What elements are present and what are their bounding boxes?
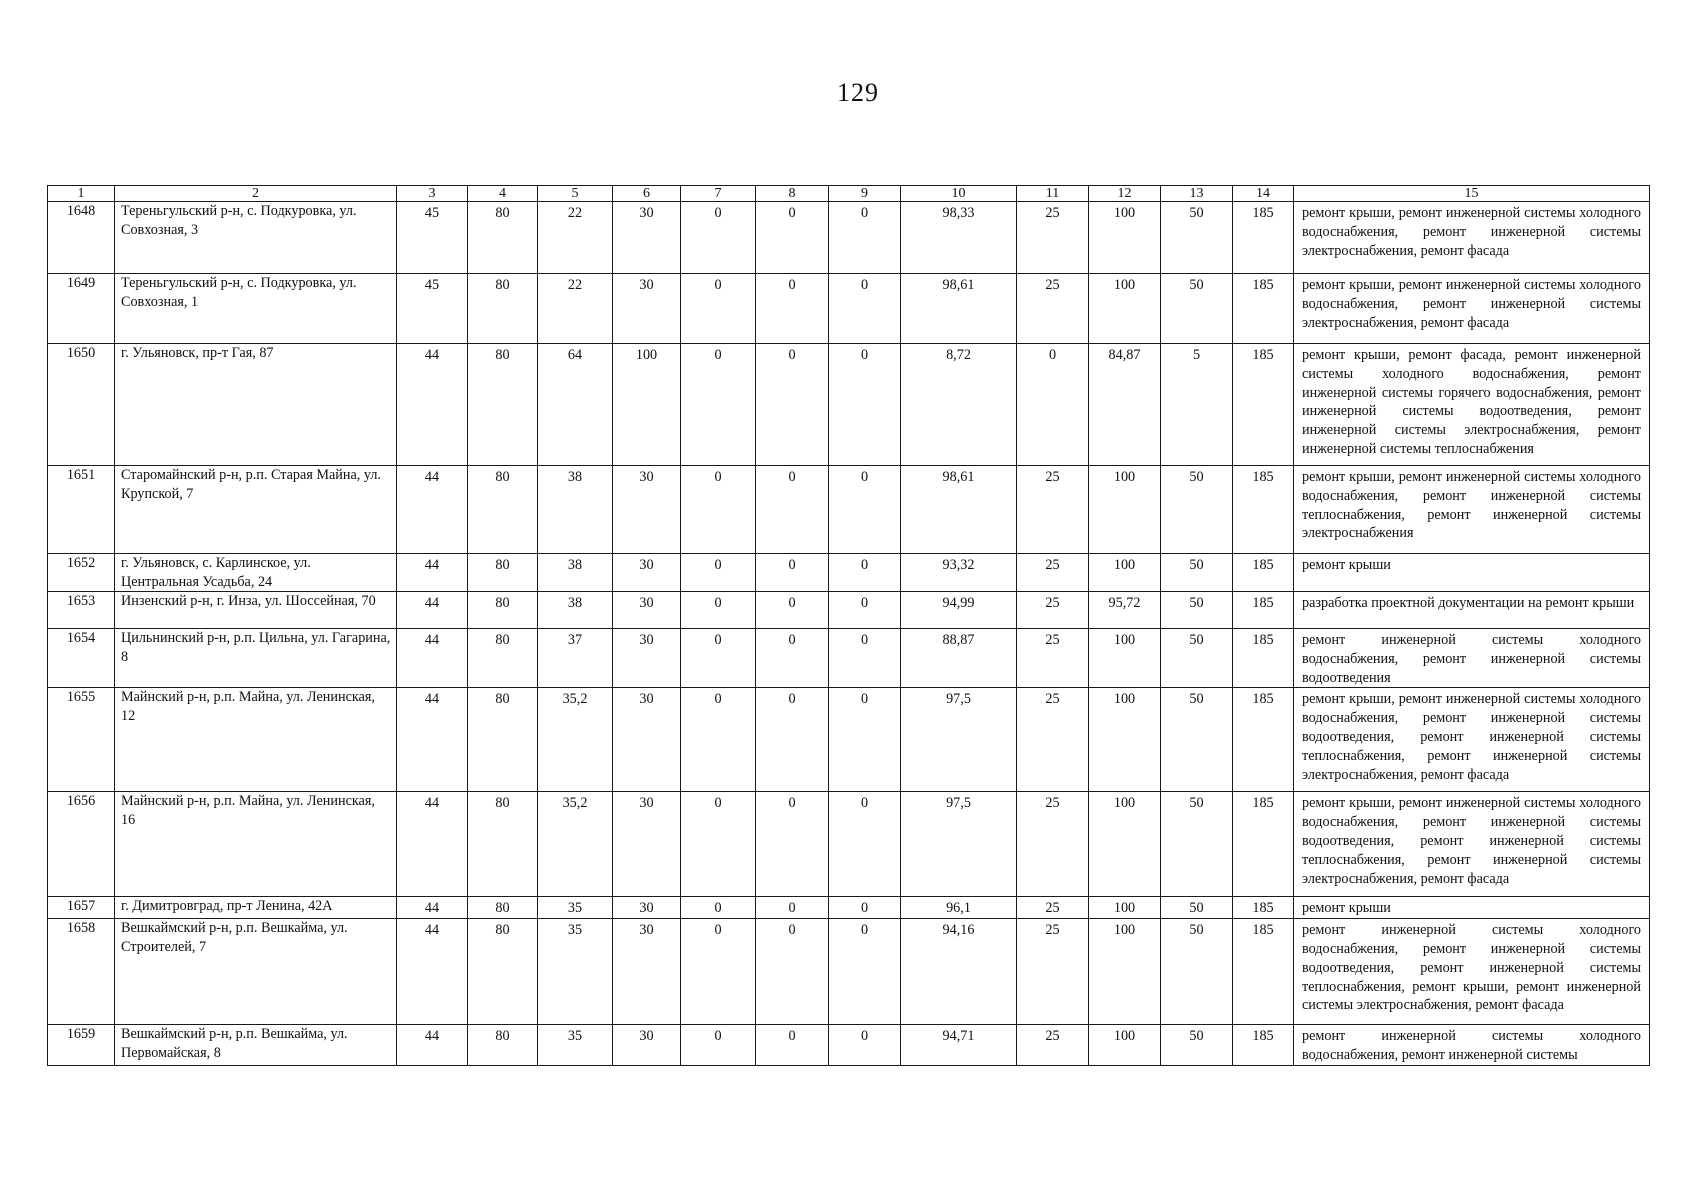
col-8-value: 0 [756,554,829,592]
address: Старомайнский р-н, р.п. Старая Майна, ул. Крупской, 7 [115,466,397,554]
col-10-value: 94,99 [901,592,1017,629]
col-3-value: 44 [397,592,468,629]
col-13-value: 50 [1161,274,1233,344]
col-13-value: 50 [1161,592,1233,629]
row-number: 1659 [48,1025,115,1066]
column-number: 3 [397,186,468,202]
column-number: 7 [681,186,756,202]
col-10-value: 94,71 [901,1025,1017,1066]
col-5-value: 22 [538,274,613,344]
col-9-value: 0 [829,554,901,592]
table-body [48,186,1650,1066]
col-11-value: 25 [1017,919,1089,1025]
works-description: ремонт крыши, ремонт инженерной системы холодного водоснабжения, ремонт инженерной системы водоотведения, ремонт инженерной системы теплоснабжения, ремонт инженерной системы электроснабжения, ремонт фасада [1294,688,1650,792]
col-13-value: 50 [1161,554,1233,592]
col-3-value: 45 [397,274,468,344]
column-number-row [48,186,1650,202]
col-9-value: 0 [829,1025,901,1066]
col-6-value: 30 [613,592,681,629]
row-number: 1652 [48,554,115,592]
column-number: 1 [48,186,115,202]
col-12-value: 100 [1089,466,1161,554]
col-14-value: 185 [1233,688,1294,792]
col-6-value: 30 [613,554,681,592]
col-14-value: 185 [1233,202,1294,274]
col-9-value: 0 [829,274,901,344]
col-3-value: 44 [397,792,468,897]
col-12-value: 100 [1089,792,1161,897]
col-6-value: 100 [613,344,681,466]
col-8-value: 0 [756,592,829,629]
works-description: ремонт крыши, ремонт фасада, ремонт инженерной системы холодного водоснабжения, ремонт инженерной системы горячего водоснабжения, ремонт инженерной системы водоотведения, ремонт инженерной системы электроснабжения, ремонт инженерной системы теплоснабжения [1294,344,1650,466]
col-13-value: 50 [1161,466,1233,554]
col-14-value: 185 [1233,344,1294,466]
works-description: ремонт инженерной системы холодного водоснабжения, ремонт инженерной системы [1294,1025,1650,1066]
col-14-value: 185 [1233,897,1294,919]
address: Тереньгульский р-н, с. Подкуровка, ул. Совхозная, 1 [115,274,397,344]
col-3-value: 44 [397,629,468,688]
col-13-value: 50 [1161,202,1233,274]
col-7-value: 0 [681,897,756,919]
col-7-value: 0 [681,592,756,629]
col-4-value: 80 [468,554,538,592]
table-row [48,688,1650,792]
table-row [48,629,1650,688]
col-10-value: 98,33 [901,202,1017,274]
col-4-value: 80 [468,202,538,274]
column-number: 9 [829,186,901,202]
column-number: 5 [538,186,613,202]
row-number: 1656 [48,792,115,897]
address: г. Димитровград, пр-т Ленина, 42А [115,897,397,919]
col-4-value: 80 [468,629,538,688]
col-9-value: 0 [829,466,901,554]
col-3-value: 44 [397,688,468,792]
column-number: 4 [468,186,538,202]
col-9-value: 0 [829,592,901,629]
col-10-value: 94,16 [901,919,1017,1025]
address: Тереньгульский р-н, с. Подкуровка, ул. Совхозная, 3 [115,202,397,274]
row-number: 1650 [48,344,115,466]
row-number: 1654 [48,629,115,688]
col-12-value: 95,72 [1089,592,1161,629]
col-6-value: 30 [613,202,681,274]
row-number: 1657 [48,897,115,919]
col-4-value: 80 [468,274,538,344]
col-7-value: 0 [681,202,756,274]
col-6-value: 30 [613,466,681,554]
col-7-value: 0 [681,344,756,466]
address: г. Ульяновск, пр-т Гая, 87 [115,344,397,466]
works-description: разработка проектной документации на ремонт крыши [1294,592,1650,629]
col-12-value: 100 [1089,274,1161,344]
column-number: 10 [901,186,1017,202]
col-8-value: 0 [756,919,829,1025]
works-description: ремонт крыши, ремонт инженерной системы холодного водоснабжения, ремонт инженерной системы теплоснабжения, ремонт инженерной системы электроснабжения [1294,466,1650,554]
col-13-value: 50 [1161,688,1233,792]
col-3-value: 45 [397,202,468,274]
col-8-value: 0 [756,344,829,466]
repair-program-table [47,185,1650,1066]
table-row [48,592,1650,629]
address: Вешкаймский р-н, р.п. Вешкайма, ул. Строителей, 7 [115,919,397,1025]
col-6-value: 30 [613,629,681,688]
col-8-value: 0 [756,274,829,344]
col-6-value: 30 [613,688,681,792]
col-4-value: 80 [468,919,538,1025]
col-6-value: 30 [613,274,681,344]
col-8-value: 0 [756,897,829,919]
col-11-value: 25 [1017,688,1089,792]
col-6-value: 30 [613,1025,681,1066]
col-4-value: 80 [468,1025,538,1066]
col-11-value: 25 [1017,466,1089,554]
col-8-value: 0 [756,629,829,688]
col-5-value: 35 [538,897,613,919]
table-row [48,919,1650,1025]
col-6-value: 30 [613,919,681,1025]
col-11-value: 25 [1017,792,1089,897]
col-6-value: 30 [613,792,681,897]
row-number: 1653 [48,592,115,629]
col-9-value: 0 [829,897,901,919]
col-11-value: 25 [1017,554,1089,592]
page-number: 129 [837,78,879,107]
col-9-value: 0 [829,919,901,1025]
col-11-value: 25 [1017,629,1089,688]
col-14-value: 185 [1233,592,1294,629]
address: Инзенский р-н, г. Инза, ул. Шоссейная, 70 [115,592,397,629]
col-3-value: 44 [397,919,468,1025]
col-5-value: 22 [538,202,613,274]
table-row [48,792,1650,897]
col-12-value: 84,87 [1089,344,1161,466]
table-row [48,202,1650,274]
column-number: 2 [115,186,397,202]
col-11-value: 25 [1017,1025,1089,1066]
col-14-value: 185 [1233,554,1294,592]
col-13-value: 50 [1161,629,1233,688]
works-description: ремонт крыши, ремонт инженерной системы холодного водоснабжения, ремонт инженерной системы водоотведения, ремонт инженерной системы теплоснабжения, ремонт инженерной системы электроснабжения, ремонт фасада [1294,792,1650,897]
column-number: 14 [1233,186,1294,202]
col-13-value: 50 [1161,1025,1233,1066]
col-14-value: 185 [1233,792,1294,897]
col-9-value: 0 [829,688,901,792]
row-number: 1655 [48,688,115,792]
col-5-value: 35,2 [538,688,613,792]
col-13-value: 50 [1161,792,1233,897]
col-4-value: 80 [468,466,538,554]
column-number: 15 [1294,186,1650,202]
col-14-value: 185 [1233,466,1294,554]
col-11-value: 25 [1017,592,1089,629]
works-description: ремонт крыши, ремонт инженерной системы холодного водоснабжения, ремонт инженерной системы электроснабжения, ремонт фасада [1294,274,1650,344]
works-description: ремонт крыши, ремонт инженерной системы холодного водоснабжения, ремонт инженерной системы электроснабжения, ремонт фасада [1294,202,1650,274]
col-14-value: 185 [1233,274,1294,344]
column-number: 8 [756,186,829,202]
col-3-value: 44 [397,344,468,466]
col-6-value: 30 [613,897,681,919]
col-4-value: 80 [468,688,538,792]
works-description: ремонт крыши [1294,554,1650,592]
col-5-value: 38 [538,554,613,592]
col-7-value: 0 [681,688,756,792]
address: Майнский р-н, р.п. Майна, ул. Ленинская, 16 [115,792,397,897]
col-10-value: 93,32 [901,554,1017,592]
col-5-value: 35,2 [538,792,613,897]
col-3-value: 44 [397,466,468,554]
col-13-value: 50 [1161,919,1233,1025]
table-row [48,897,1650,919]
row-number: 1649 [48,274,115,344]
col-4-value: 80 [468,592,538,629]
col-10-value: 8,72 [901,344,1017,466]
col-12-value: 100 [1089,202,1161,274]
col-12-value: 100 [1089,554,1161,592]
col-8-value: 0 [756,1025,829,1066]
col-10-value: 98,61 [901,466,1017,554]
col-7-value: 0 [681,919,756,1025]
col-8-value: 0 [756,792,829,897]
col-14-value: 185 [1233,919,1294,1025]
address: Вешкаймский р-н, р.п. Вешкайма, ул. Первомайская, 8 [115,1025,397,1066]
col-9-value: 0 [829,344,901,466]
column-number: 6 [613,186,681,202]
column-number: 13 [1161,186,1233,202]
col-7-value: 0 [681,274,756,344]
row-number: 1658 [48,919,115,1025]
col-3-value: 44 [397,554,468,592]
col-13-value: 50 [1161,897,1233,919]
works-description: ремонт инженерной системы холодного водоснабжения, ремонт инженерной системы водоотведения [1294,629,1650,688]
col-10-value: 96,1 [901,897,1017,919]
col-7-value: 0 [681,466,756,554]
col-7-value: 0 [681,629,756,688]
col-5-value: 38 [538,466,613,554]
works-description: ремонт инженерной системы холодного водоснабжения, ремонт инженерной системы водоотведения, ремонт инженерной системы теплоснабжения, ремонт крыши, ремонт инженерной системы электроснабжения, ремонт фасада [1294,919,1650,1025]
col-10-value: 88,87 [901,629,1017,688]
col-14-value: 185 [1233,1025,1294,1066]
row-number: 1651 [48,466,115,554]
col-7-value: 0 [681,554,756,592]
col-7-value: 0 [681,1025,756,1066]
row-number: 1648 [48,202,115,274]
col-5-value: 64 [538,344,613,466]
col-12-value: 100 [1089,629,1161,688]
col-5-value: 37 [538,629,613,688]
table-row [48,344,1650,466]
col-12-value: 100 [1089,919,1161,1025]
col-10-value: 97,5 [901,688,1017,792]
col-4-value: 80 [468,792,538,897]
col-11-value: 25 [1017,274,1089,344]
col-8-value: 0 [756,688,829,792]
col-9-value: 0 [829,792,901,897]
column-number: 11 [1017,186,1089,202]
table-row [48,274,1650,344]
col-11-value: 25 [1017,202,1089,274]
col-3-value: 44 [397,897,468,919]
col-9-value: 0 [829,629,901,688]
col-3-value: 44 [397,1025,468,1066]
col-10-value: 97,5 [901,792,1017,897]
address: Цильнинский р-н, р.п. Цильна, ул. Гагарина, 8 [115,629,397,688]
col-7-value: 0 [681,792,756,897]
col-4-value: 80 [468,344,538,466]
col-4-value: 80 [468,897,538,919]
col-9-value: 0 [829,202,901,274]
col-14-value: 185 [1233,629,1294,688]
col-11-value: 0 [1017,344,1089,466]
col-5-value: 35 [538,1025,613,1066]
col-10-value: 98,61 [901,274,1017,344]
col-8-value: 0 [756,466,829,554]
works-description: ремонт крыши [1294,897,1650,919]
col-12-value: 100 [1089,1025,1161,1066]
col-12-value: 100 [1089,897,1161,919]
col-13-value: 5 [1161,344,1233,466]
address: г. Ульяновск, с. Карлинское, ул. Центральная Усадьба, 24 [115,554,397,592]
col-5-value: 38 [538,592,613,629]
col-8-value: 0 [756,202,829,274]
column-number: 12 [1089,186,1161,202]
col-5-value: 35 [538,919,613,1025]
table-row [48,466,1650,554]
table-row [48,554,1650,592]
address: Майнский р-н, р.п. Майна, ул. Ленинская, 12 [115,688,397,792]
col-12-value: 100 [1089,688,1161,792]
table-row [48,1025,1650,1066]
col-11-value: 25 [1017,897,1089,919]
